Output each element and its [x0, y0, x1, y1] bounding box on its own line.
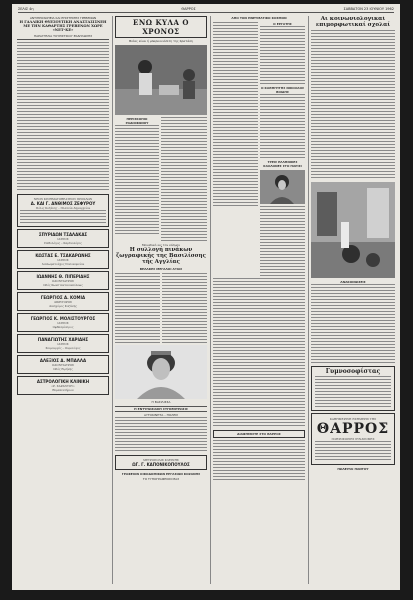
schools-headline: Αι κοινωνιολογικαί επιμορφωτικαί σχολαί: [315, 16, 391, 29]
section-banner: ΕΝΩ ΚΥΛΑ Ο ΧΡΟΝΟΣ: [115, 16, 207, 38]
ad-title: ΝΕΟΝ ΚΙΝΗΜΑΤΟΘΕΑΤΡΟΝ ΠΡΟΚΛΩΝ: [33, 196, 93, 201]
professor-title: Ο ΚΑΘΗΓΗΤΗΣ ΝΙΚΟΛΑΟΣ ΒΟΙΔΗΣ: [260, 86, 305, 94]
bottom-ad-title: ΜΕΤΡΟΠΟΛΙΣ ΚΛΕΙΝΗΣ: [143, 457, 179, 462]
newspaper-page: [12, 4, 400, 590]
ad-name: Δ. ΚΑΙ Γ. ΑΝΘΙΜΟΣ ΖΕΦΥΡΟΥ: [30, 200, 96, 206]
column-2: [115, 16, 207, 586]
feature-text: [115, 273, 160, 343]
masthead-body: [315, 441, 391, 461]
ad-detail: Διπλωματούχος Νοσοκομείου: [41, 261, 85, 266]
feature-body: [115, 273, 207, 343]
column-rule: [210, 16, 211, 584]
issue-date: ΣΑΒΒΑΤΟΝ 23 ΙΟΥΝΙΟΥ 1962: [343, 7, 394, 11]
body-text-lower: [213, 278, 305, 428]
bottom-ad-name: ΩΓ. Γ. ΚΑΠΟΝΙΚΟΠΟΥΛΟΣ: [132, 461, 190, 467]
bottom-ad: [115, 455, 207, 470]
masthead-sub: ΠΛΗΡΟΦΟΡΙΕΣ ΣΥΝΔΡΟΜΕΣ: [331, 436, 375, 441]
ad-title: ΙΩΑΝΝΗΣ Θ. ΠΙΠΕΡΙΔΗΣ: [36, 273, 90, 279]
radio-body: [115, 125, 159, 235]
notice-box: [311, 366, 395, 411]
column-rule: [112, 16, 113, 584]
program-title: ΑΥΤΟΚΙΝΗΤΑ – ΠΟΛΕΙΣ: [143, 412, 179, 417]
column-1: [17, 16, 109, 586]
garden-photo-graphic: [115, 45, 207, 115]
notice-title: Η ΕΝΤΥΠΩΣΙΑΚΗ ΣΥΓΚΕΝΤΡΩΣΙΣ: [115, 406, 207, 412]
beauty-graphic: [260, 170, 305, 204]
body-text: [213, 22, 258, 208]
ad-detail: Οδός Κωνσταντινουπόλεως: [43, 282, 83, 287]
ad-box: [17, 250, 109, 269]
masthead: ΘΑΡΡΟΣ: [316, 420, 390, 437]
ad-name: ΔΙΚΗΓΟΡΟΣ: [53, 299, 73, 304]
feature-text: [162, 273, 207, 343]
ad-detail: Πόλις Κοζάνης – Πλατεία Δημαρχείου: [35, 205, 91, 210]
newspaper-name: ΘΑΡΡΟΣ: [181, 7, 196, 11]
notice-box-body: [315, 376, 391, 408]
beauty-photo: [260, 170, 305, 204]
ad-box: [17, 355, 109, 374]
ad-detail: Οφθαλμίατρος: [52, 324, 74, 329]
section-title: ΑΠΟ ΤΟΝ ΠΝΕΥΜΑΤΙΚΟ ΚΟΣΜΟΝ: [231, 16, 287, 20]
ad-title: ΠΑΝΑΓΙΩΤΗΣ ΧΑΡΙΔΗΣ: [37, 336, 89, 342]
article-headline: Η ΓΑΛΛΙΚΗ ΘΥΕΣΟΥΤΙΚΗ ΑΝΑΣΤΑΣΙΣΝΕΗ ΜΕ ΤΗΝ ΚΑΘΑΡΤΗΣ ΓΡΕΒΕΝΩΝ ΧΩΡΕ «ΝΕΤ–ΚΕ»: [19, 20, 107, 32]
radio-side: [161, 117, 207, 241]
feature-subhead: ΒΕΛΑΚΕΣ ΜΕΓΑΛΟΙ ΑΞΙΑΣ: [139, 266, 183, 271]
ad-detail: Οδός Ειρήνης: [53, 366, 73, 371]
announcements-title: ΑΝΑΚΟΙΝΩΣΕΙΣ: [340, 280, 366, 285]
radio-title: ΠΕΡΙΣΚΟΠΙΟ ΡΑΔΙΟΦΩΝΟΥ: [125, 117, 149, 125]
ad-title: ΑΛΕΞΙΟΣ Δ. ΜΠΑΛΛΑ: [39, 357, 87, 363]
announcements-body: [311, 284, 395, 364]
ad-detail: Θεραπευτήριον: [52, 387, 74, 392]
schools-body: [311, 30, 395, 180]
print-note: ΤΟ ΤΥΠΟΓΡΑΦΕΙΟΝ ΜΑΣ: [142, 476, 180, 481]
photo-caption: Βοΐας είναι ή μπαρκονιόσιτη της Κρατάλη: [129, 39, 193, 43]
ad-detail: Παθολόγος – Καρδιολόγος: [44, 240, 82, 245]
program-body: [115, 417, 207, 453]
side-column-title: Ο ΕΡΓΑΤΗΣ: [273, 22, 292, 26]
ad-detail: Δικηγόρος Κοζάνης: [49, 303, 77, 308]
street-graphic: [311, 182, 395, 278]
ad-title: ΑΣΤΡΟΛΟΓΙΚΗ ΚΛΙΝΙΚΗ: [36, 378, 90, 384]
ad-title: ΓΕΩΡΓΙΟΣ Α. ΚΟΜΙΑ: [40, 294, 86, 300]
professor-body: [260, 94, 305, 158]
ad-box: [17, 313, 109, 332]
ad-box: [17, 376, 109, 395]
page-header: [18, 7, 394, 13]
portrait-photo: [115, 345, 207, 399]
body-text-footer: [213, 440, 305, 480]
masthead-top: ΚΑΘΗΜΕΡΙΝΗ ΕΦΗΜΕΡΙΣ ΤΗΣ: [329, 416, 377, 421]
beauties-body: [260, 206, 305, 276]
column-3: [213, 16, 305, 586]
street-photo: [311, 182, 395, 278]
office-title: ΓΡΑΦΕΙΟΝ ΟΙΚΟΔΟΜΙΚΩΝ ΕΡΓΑΣΙΩΝ ΚΟΖΑΝΗΣ: [121, 471, 201, 476]
column-3-body: [213, 22, 305, 276]
ad-box: [17, 334, 109, 353]
radio-section: [115, 117, 207, 241]
garden-photo: [115, 45, 207, 115]
feature-kicker: Μοναδικό εις τον κόσμον: [141, 243, 181, 247]
ad-name: ΙΑΤΡΟΣ: [57, 236, 69, 241]
ad-title: ΚΩΣΤΑΣ Ε. ΤΣΑΚΑΡΩΝΗΣ: [35, 252, 91, 258]
ad-box: [17, 292, 109, 311]
ad-name: ΙΑΤΡΟΣ: [57, 320, 69, 325]
radio-side-body: [161, 117, 207, 241]
ad-title: ΓΕΩΡΓΙΟΣ Κ. ΜΟΛΙΣΤΟΥΡΓΟΣ: [30, 315, 96, 321]
ad-detail: Χειρουργός – Ουρολόγος: [45, 345, 81, 350]
portrait-graphic: [115, 345, 207, 399]
ad-title: ΣΠΥΡΙΔΩΝ ΤΣΑΛΑΚΑΣ: [38, 231, 88, 237]
ad-body: [20, 210, 106, 224]
side-column: [260, 22, 305, 276]
feature-headline: Η συλλογή πινάκων ζωγραφικής της Βασιλίσσης τής Αγγλίας: [116, 247, 206, 265]
column-4: [311, 16, 395, 586]
ad-name: ΙΑΤΡΟΣ: [57, 257, 69, 262]
ad-box: [17, 229, 109, 248]
page-number: ΣΕΛΙΣ 4η: [18, 7, 34, 11]
advertise-note: ΔΙΑΦΗΜΙΣΤΕ ΣΤΟ ΘΑΡΡΟΣ: [213, 430, 305, 438]
portrait-caption: Η ΒΑΣΙΛΙΣΣΑ: [151, 399, 171, 404]
column-rule: [308, 16, 309, 584]
notice-box-title: Γυμνοσοφίστας: [325, 368, 381, 376]
side-column-body: [260, 26, 305, 84]
radio-listing: [115, 117, 159, 241]
article-body: [17, 42, 109, 192]
sold-everywhere: ΠΩΛΕΙΤΑΙ ΠΑΝΤΟΥ: [337, 466, 369, 471]
ad-box: [17, 194, 109, 227]
ad-name: ΙΑΤΡΟΣ: [57, 341, 69, 346]
masthead-ad: [311, 413, 395, 465]
ad-name: ΟΔΟΝΤΙΑΤΡΟΣ: [51, 278, 75, 283]
article-subhead: ΠΑΡΑΓΓΕΛΙΑ ΤΟΥΡΙΣΤΙΚΟΥ ΕΚΔΗΛΩΣΗΣ: [17, 34, 109, 40]
beauties-title: ΤΡΕΙΣ ΕΛΛΗΝΙΚΕΣ ΚΑΛΛΟΝΕΣ ΣΤΟ ΠΑΡΙΣΙ: [263, 160, 302, 168]
ad-name: «Ρ. ΣΑΡΑΝΤΟΥ»: [51, 383, 75, 388]
ad-name: ΟΔΟΝΤΙΑΤΡΟΣ: [51, 362, 75, 367]
article-kicker: ΑΝΤΙΠΡΟΣΩΠΕΙΑ ΚΑΙ ΕΠΙΣΤΗΜΗΣ ΓΡΕΒΕΝΩΝ: [29, 16, 97, 20]
ad-box: [17, 271, 109, 290]
